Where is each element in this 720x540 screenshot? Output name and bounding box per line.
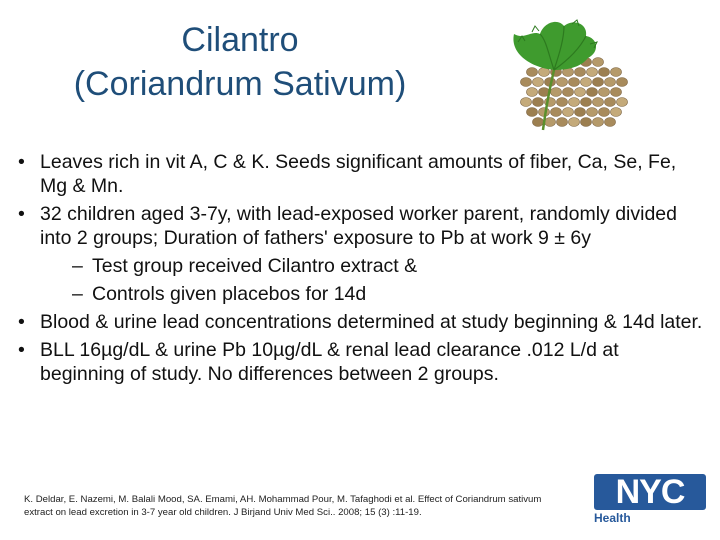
seed [599,88,610,97]
seed [587,108,598,117]
bullet-text: 32 children aged 3-7y, with lead-exposed worker parent, randomly divided into 2 groups; Duration of fathers' exposure to Pb at work 9 ± 6y [40,203,677,249]
bullet-item [16,150,706,198]
seed [593,78,604,87]
seed [593,58,604,67]
reference-citation: K. Deldar, E. Nazemi, M. Balali Mood, SA. Emami, AH. Mohammad Pour, M. Tafaghodi et al. Effect of Coriandrum sativum extract on lead excretion in 3-7 year old children. J Birjand Univ Med Sci.. 2008; 15 (3) :11-19. [24,494,542,518]
seed [563,88,574,97]
seed [599,108,610,117]
seed [581,98,592,107]
seed [533,98,544,107]
bullet-item [16,310,706,334]
logo-subtitle: Health [594,511,631,525]
seed [617,98,628,107]
slide-title [40,18,440,106]
dash-icon: – [72,283,83,305]
bullet-item [16,338,706,386]
seed [527,108,538,117]
bullet-icon: • [18,151,25,173]
seed [533,118,544,127]
seed [611,108,622,117]
seed [569,98,580,107]
seed [557,78,568,87]
bullet-text: Leaves rich in vit A, C & K. Seeds significant amounts of fiber, Ca, Se, Fe, Mg & Mn. [40,151,677,197]
seed [569,78,580,87]
seed [533,78,544,87]
cilantro-image [488,12,638,134]
seed [575,88,586,97]
bullet-text: Controls given placebos for 14d [92,283,367,305]
bullet-icon: • [18,203,25,225]
bullet-text: BLL 16µg/dL & urine Pb 10µg/dL & renal lead clearance .012 L/d at beginning of study. No differences between 2 groups. [40,339,619,385]
coriander-seeds [521,58,628,127]
bullet-text: Blood & urine lead concentrations determined at study beginning & 14d later. [40,311,703,333]
seed [605,78,616,87]
seed [587,68,598,77]
seed [599,68,610,77]
seed [527,88,538,97]
seed [593,118,604,127]
bullet-list [16,150,706,390]
seed [563,108,574,117]
sub-bullet-item [16,282,706,306]
bullet-icon: • [18,311,25,333]
seed [557,118,568,127]
seed [581,78,592,87]
dash-icon: – [72,255,83,277]
sub-bullet-item [16,254,706,278]
title-line-2: (Coriandrum Sativum) [73,65,407,103]
seed [575,108,586,117]
seed [557,98,568,107]
seed [581,118,592,127]
seed [605,118,616,127]
bullet-text: Test group received Cilantro extract & [92,255,418,277]
title-line-1: Cilantro [181,21,299,59]
seed [521,98,532,107]
seed [527,68,538,77]
seed [611,88,622,97]
seed [605,98,616,107]
seed [551,108,562,117]
bullet-icon: • [18,339,25,361]
seed [569,118,580,127]
bullet-item [16,202,706,250]
seed [545,118,556,127]
seed [521,78,532,87]
seed [587,88,598,97]
seed [593,98,604,107]
seed [617,78,628,87]
nyc-health-logo [594,474,706,530]
seed [611,68,622,77]
logo-word: NYC [594,474,706,510]
seed [551,88,562,97]
seed [575,68,586,77]
